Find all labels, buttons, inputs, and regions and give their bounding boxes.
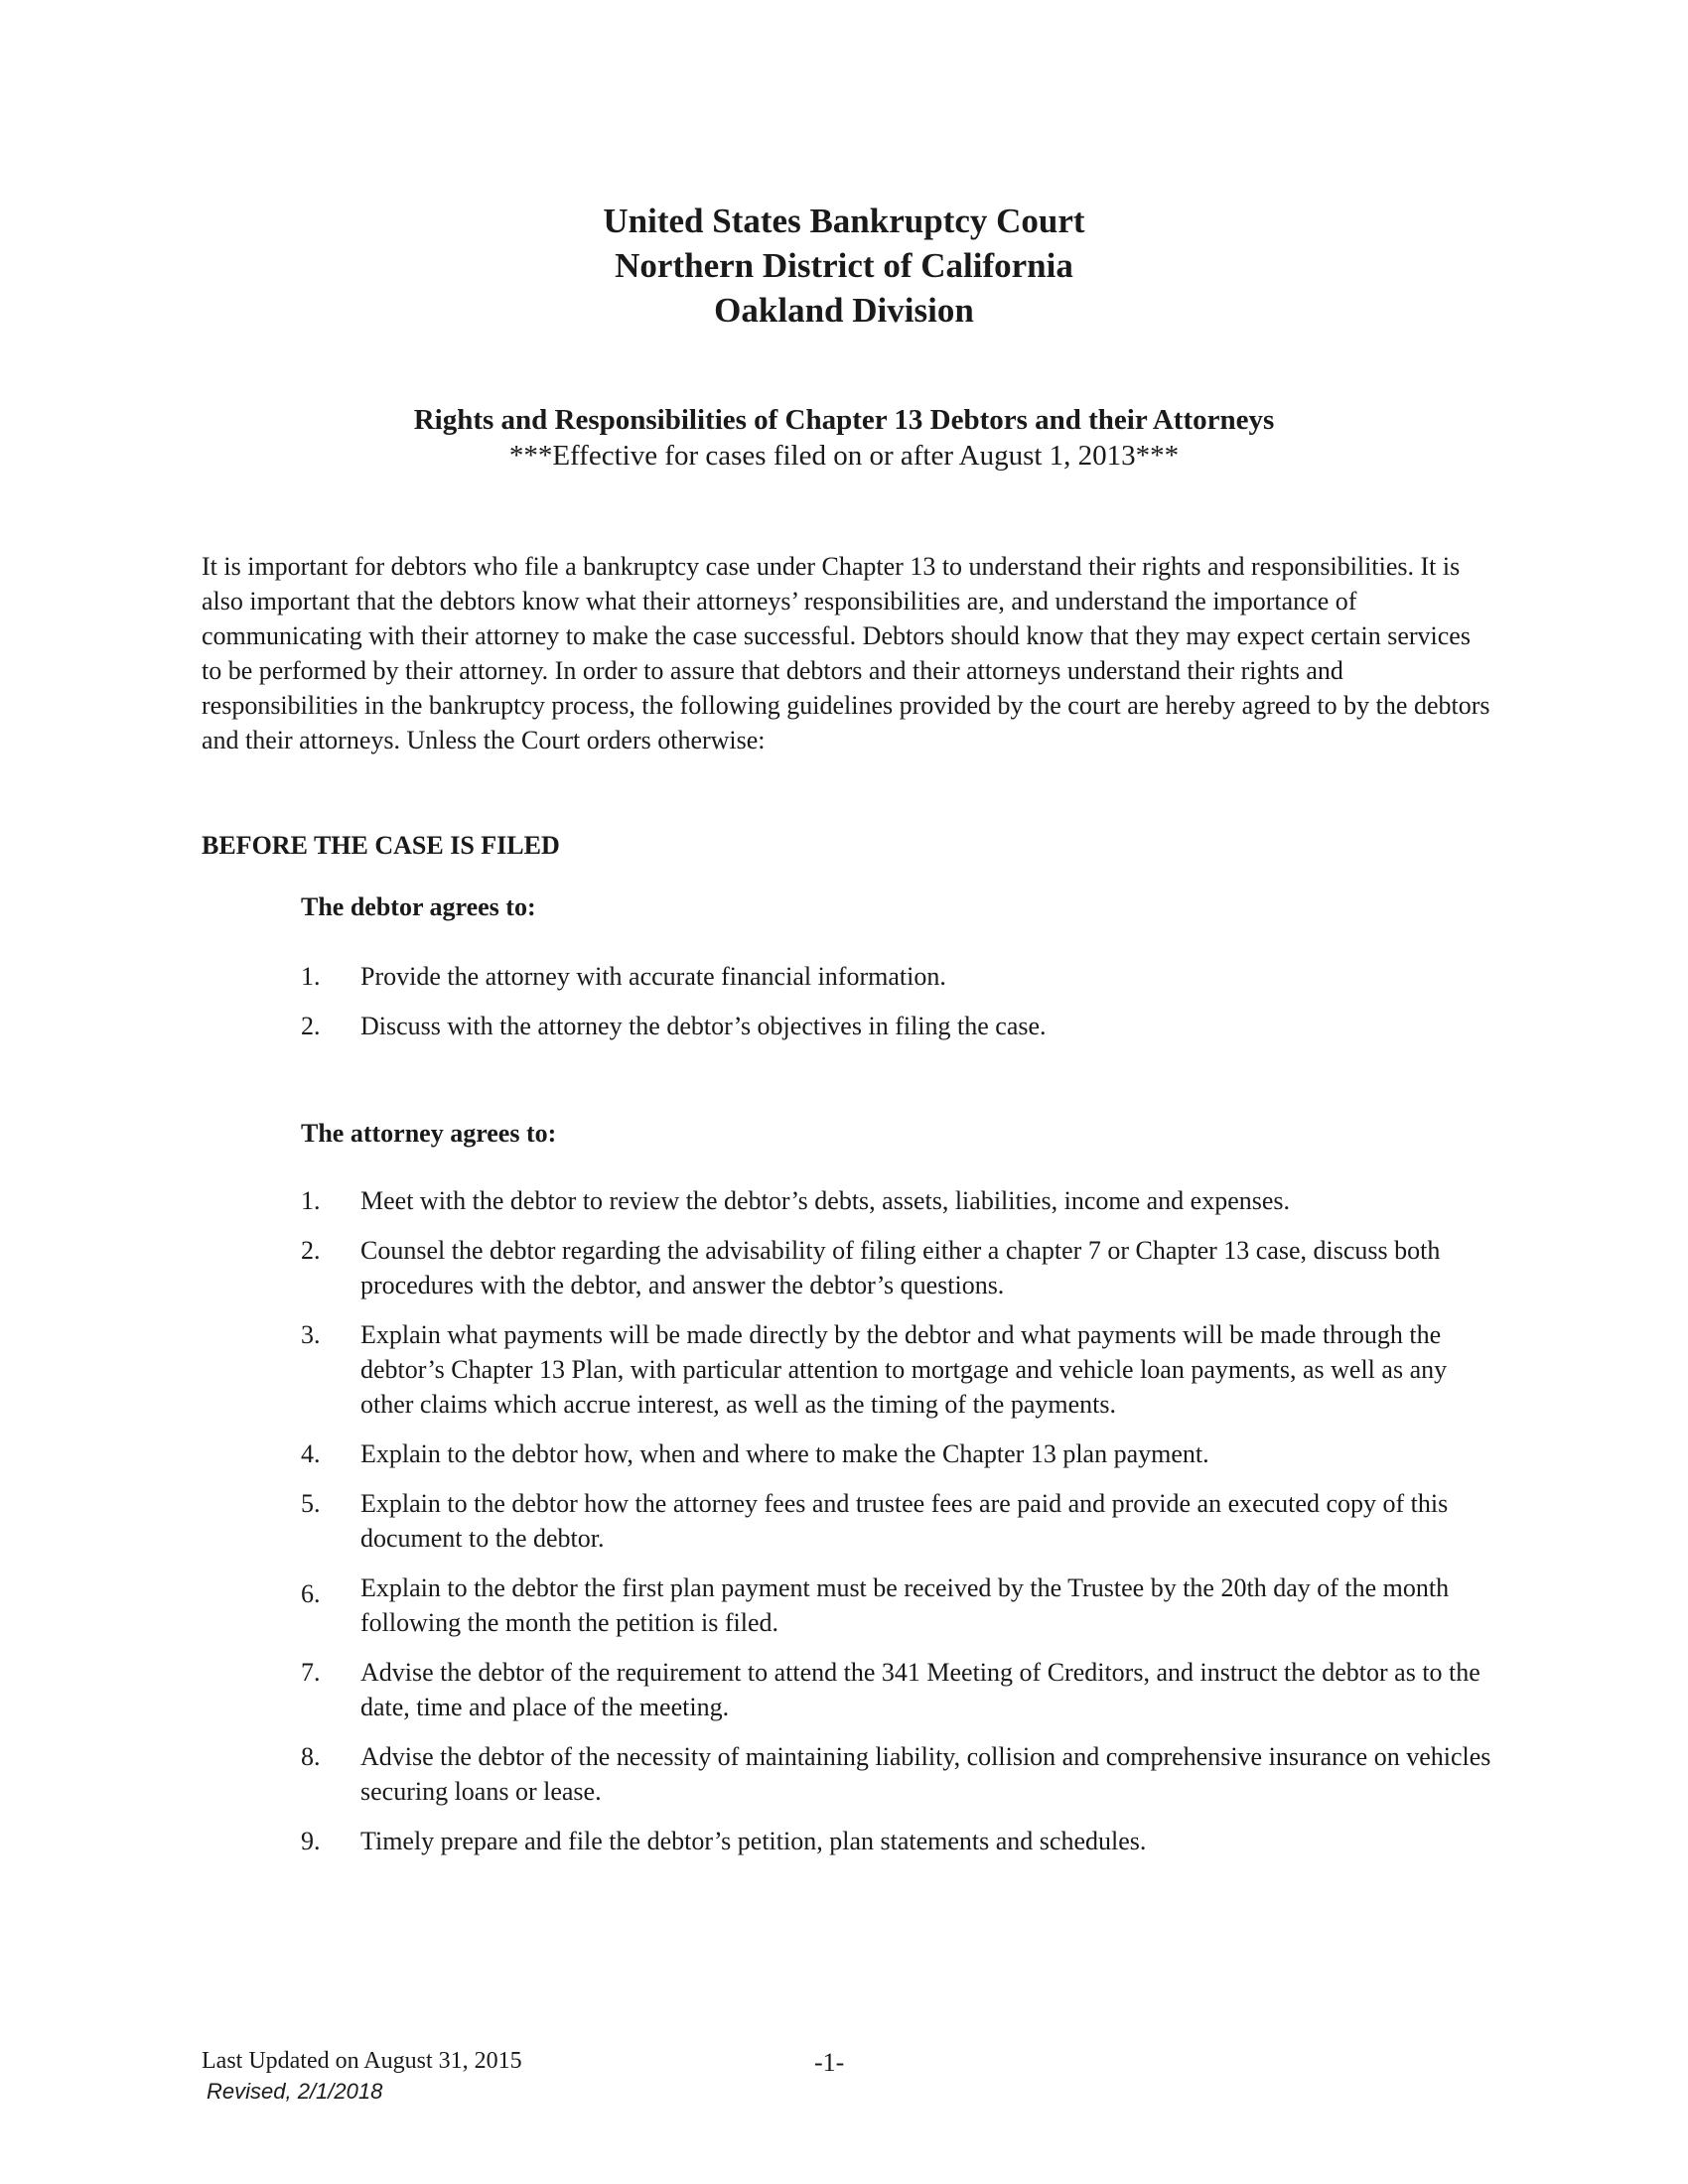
attorney-agrees-heading: The attorney agrees to: [301, 1119, 557, 1148]
item-number: 9. [301, 1827, 321, 1855]
intro-paragraph: It is important for debtors who file a bankruptcy case under Chapter 13 to understand their rights and responsibilities. It is also important that the debtors know what their attorneys’ responsibilities are, and understand the importance of communicating with their attorney to make the case successful. Debtors should know that they may expect certain services to be performed by their attorney. In order to assure that debtors and their attorneys understand their rights and responsibilities in the bankruptcy process, the following guidelines provided by the court are hereby agreed to by the debtors and their attorneys. Unless the Court orders otherwise: [202, 552, 1490, 754]
item-text: Discuss with the attorney the debtor’s objectives in filing the case. [360, 1012, 1047, 1040]
last-updated-note: Last Updated on August 31, 2015 [202, 2048, 522, 2074]
page-number: -1- [814, 2048, 845, 2077]
effective-date-note: ***Effective for cases filed on or after August 1, 2013*** [508, 440, 1180, 472]
list-item [301, 1436, 1492, 1471]
section-heading-before-filing: BEFORE THE CASE IS FILED [202, 831, 560, 860]
list-item [301, 1655, 1492, 1724]
item-text: Explain to the debtor the first plan payment must be received by the Trustee by the 20th day of the month following the month the petition is filed. [360, 1573, 1450, 1637]
district-name: Northern District of California [615, 246, 1073, 285]
item-text: Advise the debtor of the necessity of maintaining liability, collision and comprehensive insurance on vehicles securing loans or lease. [360, 1742, 1491, 1806]
item-text: Explain to the debtor how, when and where to make the Chapter 13 plan payment. [360, 1439, 1209, 1468]
revised-note: Revised, 2/1/2018 [207, 2079, 383, 2104]
debtor-agrees-heading: The debtor agrees to: [301, 892, 536, 921]
item-number: 4. [301, 1439, 321, 1468]
list-item [301, 1570, 1492, 1640]
list-item [301, 1739, 1492, 1809]
list-item [301, 1317, 1492, 1422]
item-number: 7. [301, 1658, 321, 1687]
item-text: Explain to the debtor how the attorney fees and trustee fees are paid and provide an executed copy of this document to the debtor. [360, 1489, 1449, 1553]
list-item [301, 959, 1492, 994]
item-number: 8. [301, 1742, 321, 1771]
item-text: Explain what payments will be made directly by the debtor and what payments will be made through the debtor’s Chapter 13 Plan, with particular attention to mortgage and vehicle loan payments, as well as any other claims which accrue interest, as well as the timing of the payments. [360, 1320, 1448, 1419]
item-number: 6. [301, 1579, 321, 1608]
document-title: Rights and Responsibilities of Chapter 13 Debtors and their Attorneys [413, 404, 1275, 436]
list-item [301, 1233, 1492, 1302]
list-item [301, 1009, 1492, 1043]
list-item [301, 1183, 1492, 1218]
item-text: Counsel the debtor regarding the advisability of filing either a chapter 7 or Chapter 13 case, discuss both procedures with the debtor, and answer the debtor’s questions. [360, 1236, 1441, 1299]
list-item [301, 1824, 1492, 1858]
division-name: Oakland Division [714, 291, 974, 330]
item-text: Provide the attorney with accurate financial information. [360, 962, 946, 991]
item-number: 2. [301, 1012, 321, 1040]
item-number: 1. [301, 962, 321, 991]
item-number: 1. [301, 1186, 321, 1215]
debtor-list [301, 959, 1492, 1043]
item-text: Meet with the debtor to review the debtor’s debts, assets, liabilities, income and expenses. [360, 1186, 1291, 1215]
attorney-list [301, 1183, 1492, 1858]
court-name: United States Bankruptcy Court [603, 202, 1085, 240]
item-text: Advise the debtor of the requirement to attend the 341 Meeting of Creditors, and instruct the debtor as to the date, time and place of the meeting. [360, 1658, 1480, 1721]
item-number: 5. [301, 1489, 321, 1518]
item-number: 3. [301, 1320, 321, 1349]
list-item [301, 1486, 1492, 1556]
item-text: Timely prepare and file the debtor’s petition, plan statements and schedules. [360, 1827, 1147, 1855]
item-number: 2. [301, 1236, 321, 1265]
court-header [0, 199, 1688, 333]
